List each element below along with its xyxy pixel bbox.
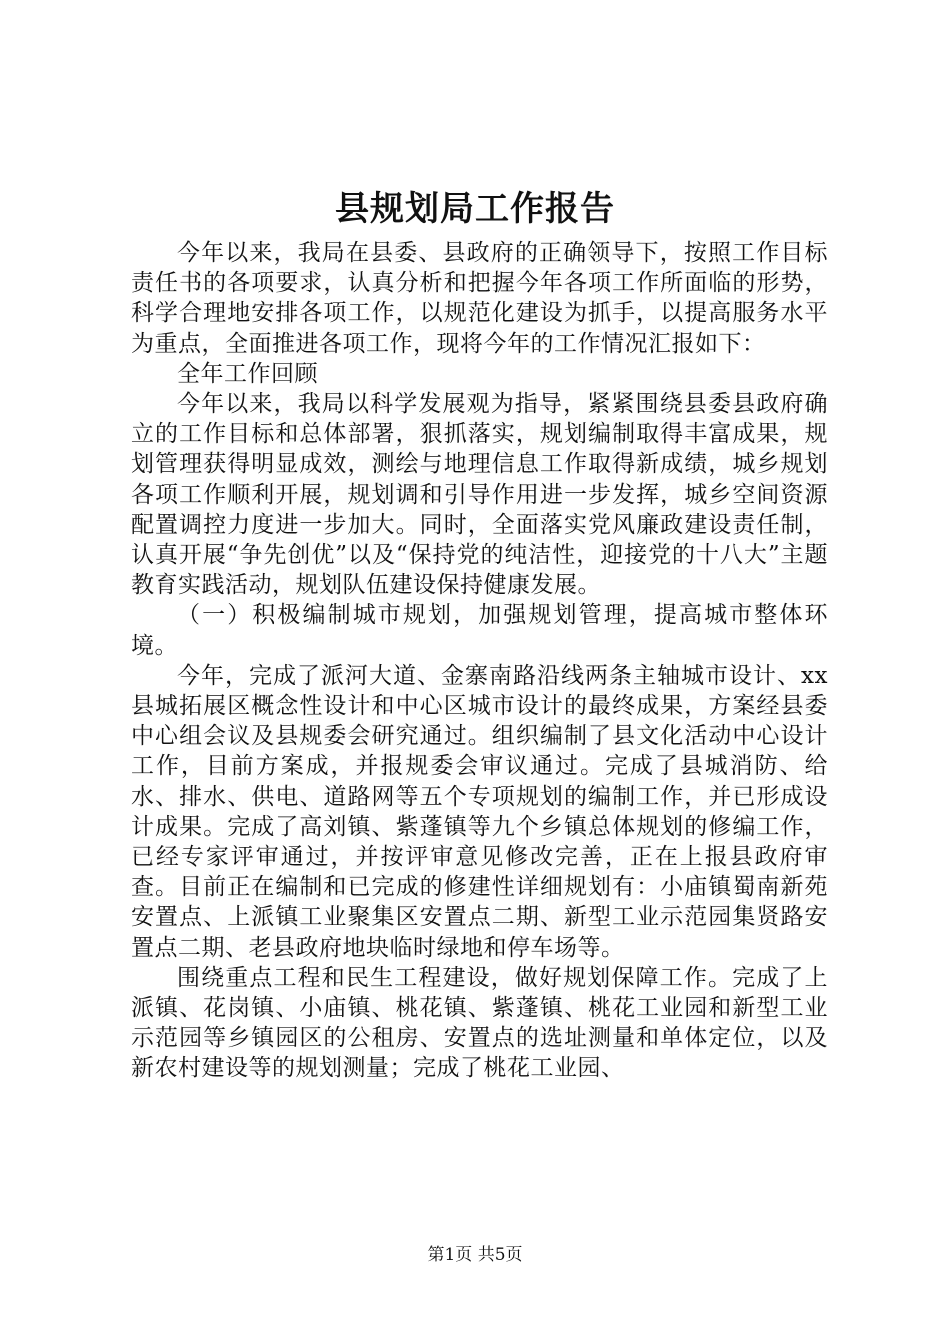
review-paragraph: 今年以来，我局以科学发展观为指导，紧紧围绕县委县政府确立的工作目标和总体部署，狠抓落实，规划编制取得丰富成果，规划管理获得明显成效，测绘与地理信息工作取得新成绩，城乡规划各项工作顺利开展，规划调和引导作用进一步发挥，城乡空间资源配置调控力度进一步加大。同时，全面落实党风廉政建设责任制，认真开展“争先创优”以及“保持党的纯洁性，迎接党的十八大”主题教育实践活动，规划队伍建设保持健康发展。 <box>131 391 828 599</box>
section-heading-review: 全年工作回顾 <box>177 360 318 387</box>
projects-paragraph: 围绕重点工程和民生工程建设，做好规划保障工作。完成了上派镇、花岗镇、小庙镇、桃花镇、紫蓬镇、桃花工业园和新型工业示范园等乡镇园区的公租房、安置点的选址测量和单体定位，以及新农村建设等的规划测量；完成了桃花工业园、 <box>131 964 828 1082</box>
intro-paragraph: 今年以来，我局在县委、县政府的正确领导下，按照工作目标责任书的各项要求，认真分析和把握今年各项工作所面临的形势，科学合理地安排各项工作，以规范化建设为抓手，以提高服务水平为重点，全面推进各项工作，现将今年的工作情况汇报如下： <box>131 240 828 357</box>
document-title: 县规划局工作报告 <box>335 189 615 229</box>
document-body <box>131 238 828 1084</box>
subsection-heading-1: （一）积极编制城市规划，加强规划管理，提高城市整体环境。 <box>131 602 828 659</box>
page-footer: 第1页 共5页 <box>427 1245 523 1265</box>
planning-paragraph: 今年，完成了派河大道、金寨南路沿线两条主轴城市设计、xx县城拓展区概念性设计和中心区城市设计的最终成果，方案经县委中心组会议及县规委会研究通过。组织编制了县文化活动中心设计工作，目前方案成，并报规委会审议通过。完成了县城消防、给水、排水、供电、道路网等五个专项规划的编制工作，并已形成设计成果。完成了高刘镇、紫蓬镇等九个乡镇总体规划的修编工作，已经专家评审通过，并按评审意见修改完善，正在上报县政府审查。目前正在编制和已完成的修建性详细规划有：小庙镇蜀南新苑安置点、上派镇工业聚集区安置点二期、新型工业示范园集贤路安置点二期、老县政府地块临时绿地和停车场等。 <box>131 662 828 961</box>
